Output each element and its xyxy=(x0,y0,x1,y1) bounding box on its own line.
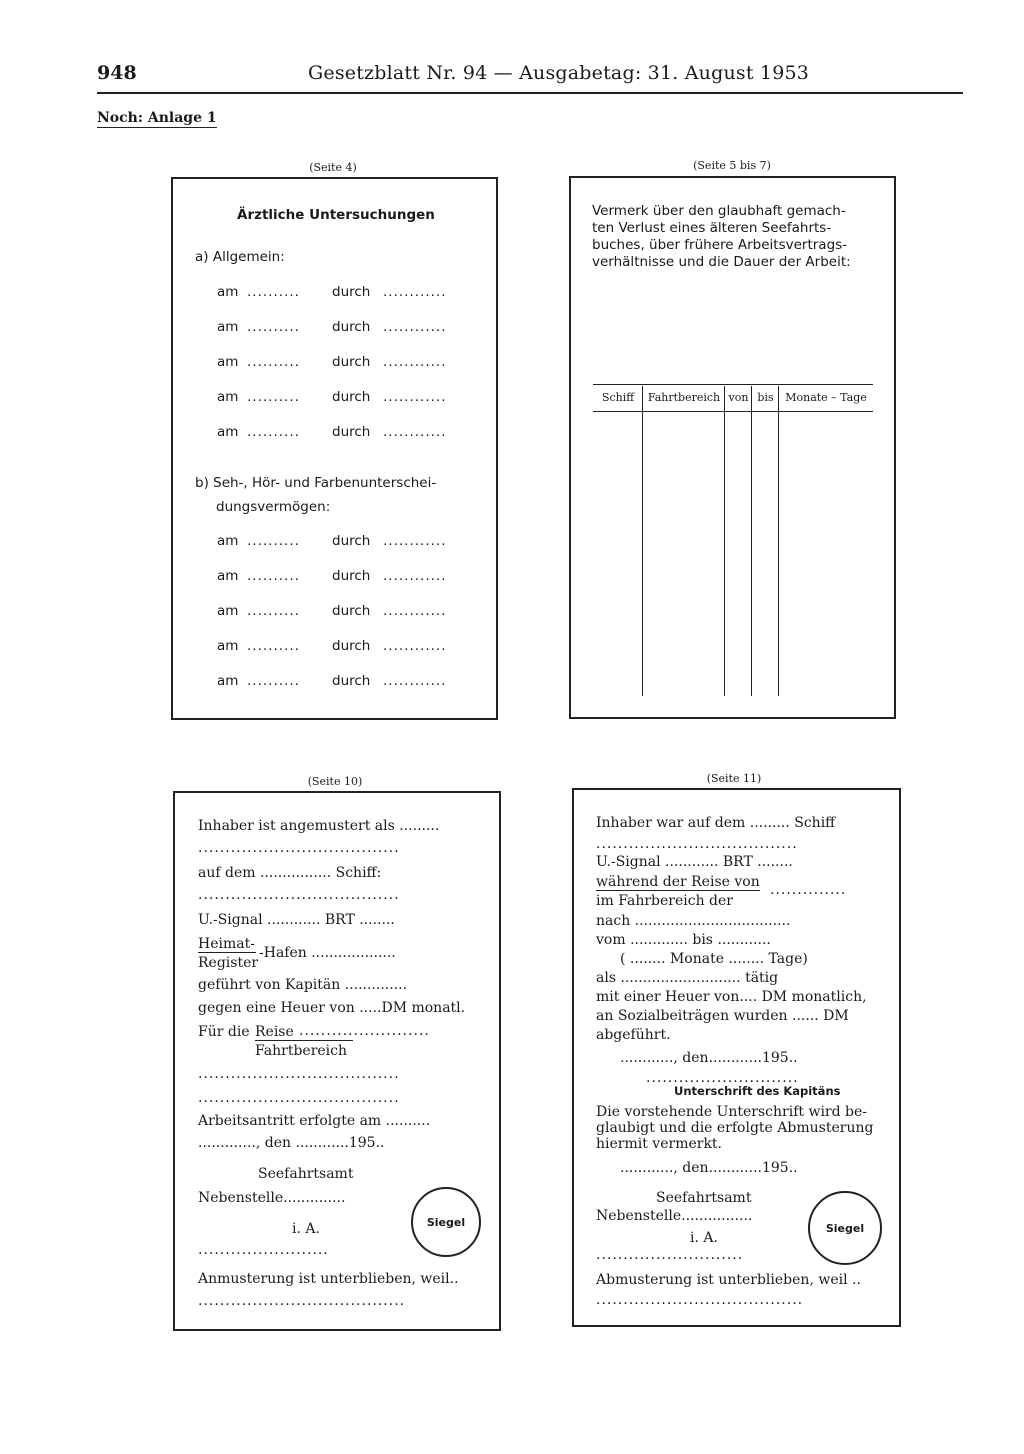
p11-dotline: ..................................... xyxy=(596,836,798,852)
page4-b-label-1: b) Seh-, Hör- und Farbenunterschei- xyxy=(195,475,437,491)
col-header-monate-tage: Monate – Tage xyxy=(785,391,867,404)
p10-dotline: ..................................... xyxy=(198,1066,400,1082)
p11-sig-dots-2: ........................... xyxy=(596,1247,744,1263)
exam-row-by-dots: ............ xyxy=(383,568,447,584)
p11-ia: i. A. xyxy=(690,1230,718,1246)
col-header-bis: bis xyxy=(757,391,774,404)
exam-row-by-dots: ............ xyxy=(383,284,447,300)
exam-row-durch: durch xyxy=(332,533,371,549)
form-page-4 xyxy=(171,177,498,720)
exam-row-date-dots: .......... xyxy=(247,389,300,405)
page57-text-line: verhältnisse und die Dauer der Arbeit: xyxy=(592,254,851,270)
p10-den-line: ............., den ............195.. xyxy=(198,1135,385,1151)
p11-den-line-2: ............, den............195.. xyxy=(620,1160,798,1176)
p11-abgefuehrt: abgeführt. xyxy=(596,1027,671,1043)
exam-row-durch: durch xyxy=(332,603,371,619)
exam-row-am: am xyxy=(217,673,239,689)
siegel-seal xyxy=(411,1187,481,1257)
table-header-rule xyxy=(593,411,873,412)
p10-nebenstelle: Nebenstelle.............. xyxy=(198,1190,346,1206)
p10-arbeitsantritt: Arbeitsantritt erfolgte am .......... xyxy=(198,1113,431,1129)
p11-beglaubigt-2: glaubigt und die erfolgte Abmusterung xyxy=(596,1120,874,1136)
exam-row-am: am xyxy=(217,603,239,619)
p10-dotline: ..................................... xyxy=(198,840,400,856)
p11-seefahrtsamt: Seefahrtsamt xyxy=(656,1190,752,1206)
p11-beglaubigt-1: Die vorstehende Unterschrift wird be- xyxy=(596,1104,868,1120)
p10-ia: i. A. xyxy=(292,1221,320,1237)
p10-sig-dots: ........................ xyxy=(198,1242,329,1258)
col-header-fahrtbereich: Fahrtbereich xyxy=(647,391,721,404)
table-col-divider xyxy=(778,386,779,696)
p11-waehrend: während der Reise von xyxy=(596,874,760,890)
exam-row-am: am xyxy=(217,284,239,300)
p11-als: als ........................... tätig xyxy=(596,970,779,986)
exam-row-date-dots: .......... xyxy=(247,319,300,335)
page-number: 948 xyxy=(97,62,137,84)
page4-heading: Ärztliche Untersuchungen xyxy=(237,207,435,223)
p11-waehrend-dots: .............. xyxy=(770,882,847,898)
exam-row-date-dots: .......... xyxy=(247,568,300,584)
page57-text-line: buches, über frühere Arbeitsvertrags- xyxy=(592,237,848,253)
exam-row-by-dots: ............ xyxy=(383,424,447,440)
seite-4-label: (Seite 4) xyxy=(309,161,357,174)
p10-seefahrtsamt: Seefahrtsamt xyxy=(258,1166,354,1182)
exam-row-durch: durch xyxy=(332,354,371,370)
p11-fahrtbereich: im Fahrbereich der xyxy=(596,893,733,909)
table-col-divider xyxy=(724,386,725,696)
p11-last-dots: ...................................... xyxy=(596,1292,804,1308)
table-col-divider xyxy=(642,386,643,696)
p11-nebenstelle: Nebenstelle................ xyxy=(596,1208,753,1224)
exam-row-by-dots: ............ xyxy=(383,533,447,549)
p10-hafen: -Hafen ................... xyxy=(259,945,396,961)
exam-row-date-dots: .......... xyxy=(247,284,300,300)
header-rule xyxy=(97,92,963,94)
exam-row-by-dots: ............ xyxy=(383,673,447,689)
p11-monate: ( ........ Monate ........ Tage) xyxy=(620,951,808,967)
exam-row-date-dots: .......... xyxy=(247,533,300,549)
exam-row-by-dots: ............ xyxy=(383,603,447,619)
form-page-10 xyxy=(173,791,501,1331)
exam-row-date-dots: .......... xyxy=(247,603,300,619)
exam-row-am: am xyxy=(217,389,239,405)
exam-row-am: am xyxy=(217,354,239,370)
exam-row-durch: durch xyxy=(332,319,371,335)
form-page-5-7 xyxy=(569,176,896,719)
p10-heimat: Heimat- xyxy=(198,936,255,952)
p10-register: Register xyxy=(198,955,259,971)
form-page-11 xyxy=(572,788,901,1327)
page57-text-line: Vermerk über den glaubhaft gemach- xyxy=(592,203,846,219)
p10-fahrtbereich: Fahrtbereich xyxy=(255,1043,348,1059)
col-header-von: von xyxy=(728,391,749,404)
p10-heuer: gegen eine Heuer von .....DM monatl. xyxy=(198,1000,466,1016)
p10-dotline: ..................................... xyxy=(198,1090,400,1106)
exam-row-durch: durch xyxy=(332,284,371,300)
p11-sig-dots-1: ............................ xyxy=(646,1070,799,1086)
exam-row-durch: durch xyxy=(332,389,371,405)
exam-row-am: am xyxy=(217,568,239,584)
exam-row-by-dots: ............ xyxy=(383,638,447,654)
col-header-schiff: Schiff xyxy=(601,391,635,404)
table-top-rule xyxy=(593,384,873,385)
exam-row-date-dots: .......... xyxy=(247,354,300,370)
p10-gefuehrt: geführt von Kapitän .............. xyxy=(198,977,408,993)
exam-row-date-dots: .......... xyxy=(247,638,300,654)
p11-sozial: an Sozialbeiträgen wurden ...... DM xyxy=(596,1008,849,1024)
p10-usignal: U.-Signal ............ BRT ........ xyxy=(198,912,395,928)
page4-a-label: a) Allgemein: xyxy=(195,249,285,265)
p10-anmusterung: Anmusterung ist unterblieben, weil.. xyxy=(198,1271,459,1287)
p10-auf-dem: auf dem ................ Schiff: xyxy=(198,865,382,881)
p11-heuer: mit einer Heuer von.... DM monatlich, xyxy=(596,989,867,1005)
seite-10-label: (Seite 10) xyxy=(307,775,363,788)
seite-11-label: (Seite 11) xyxy=(706,772,762,785)
exam-row-by-dots: ............ xyxy=(383,354,447,370)
exam-row-am: am xyxy=(217,638,239,654)
noch-anlage-label: Noch: Anlage 1 xyxy=(97,110,217,126)
seite-5-7-label: (Seite 5 bis 7) xyxy=(693,159,771,172)
p10-reise-dots: ........................ xyxy=(299,1023,430,1039)
siegel-label: Siegel xyxy=(825,1221,865,1235)
table-col-divider xyxy=(751,386,752,696)
p10-angemustert: Inhaber ist angemustert als ......... xyxy=(198,818,440,834)
exam-row-am: am xyxy=(217,424,239,440)
siegel-seal xyxy=(808,1191,882,1265)
p11-abmusterung: Abmusterung ist unterblieben, weil .. xyxy=(596,1272,861,1288)
p11-den-line-1: ............, den............195.. xyxy=(620,1050,798,1066)
page-title: Gesetzblatt Nr. 94 — Ausgabetag: 31. August 1953 xyxy=(308,62,810,84)
exam-row-am: am xyxy=(217,319,239,335)
exam-row-date-dots: .......... xyxy=(247,424,300,440)
page4-b-label-2: dungsvermögen: xyxy=(216,499,331,515)
siegel-label: Siegel xyxy=(426,1215,466,1229)
p10-fuer-die: Für die xyxy=(198,1024,250,1040)
p11-usignal: U.-Signal ............ BRT ........ xyxy=(596,854,793,870)
exam-row-by-dots: ............ xyxy=(383,389,447,405)
p10-last-dots: ...................................... xyxy=(198,1293,406,1309)
p11-unterschrift: Unterschrift des Kapitäns xyxy=(674,1084,841,1098)
exam-row-durch: durch xyxy=(332,673,371,689)
exam-row-am: am xyxy=(217,533,239,549)
p11-beglaubigt-3: hiermit vermerkt. xyxy=(596,1136,722,1152)
p11-nach: nach ................................... xyxy=(596,913,791,929)
p10-dotline: ..................................... xyxy=(198,887,400,903)
exam-row-date-dots: .......... xyxy=(247,673,300,689)
exam-row-durch: durch xyxy=(332,568,371,584)
exam-row-by-dots: ............ xyxy=(383,319,447,335)
p11-vom: vom ............. bis ............ xyxy=(596,932,771,948)
p11-inhaber: Inhaber war auf dem ......... Schiff xyxy=(596,815,836,831)
page57-text-line: ten Verlust eines älteren Seefahrts- xyxy=(592,220,832,236)
p10-reise: Reise xyxy=(255,1024,353,1041)
page57-text xyxy=(592,203,851,271)
exam-row-durch: durch xyxy=(332,424,371,440)
exam-row-durch: durch xyxy=(332,638,371,654)
